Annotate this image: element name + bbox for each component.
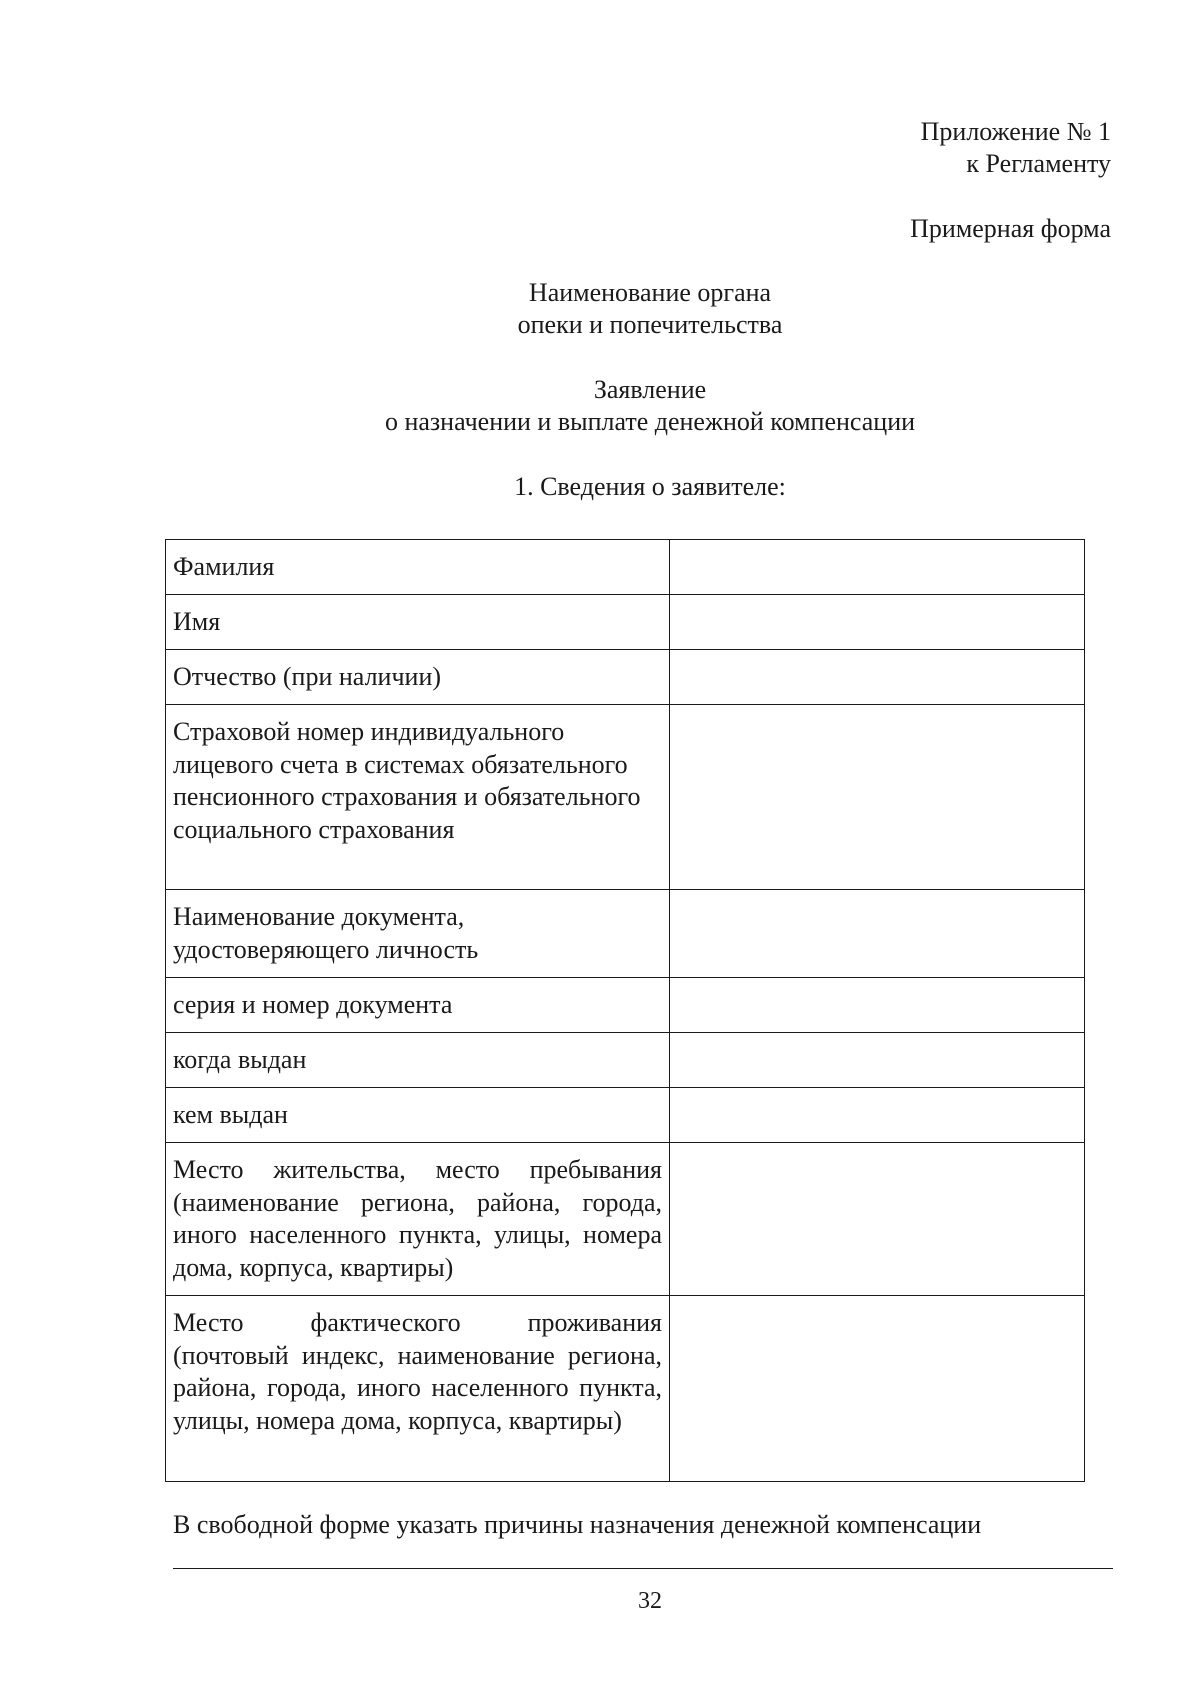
patronymic-label: Отчество (при наличии) (166, 650, 670, 705)
table-row-id-document (166, 890, 1085, 978)
authority-name-line-1: Наименование органа (528, 278, 772, 307)
actual-residence-value[interactable] (670, 1296, 1085, 1482)
name-label: Имя (166, 595, 670, 650)
issued-by-label: кем выдан (166, 1088, 670, 1143)
id-document-value[interactable] (670, 890, 1085, 978)
applicant-info-table (165, 539, 1085, 1482)
table-row-surname (166, 540, 1085, 595)
patronymic-value[interactable] (670, 650, 1085, 705)
table-row-issue-date (166, 1033, 1085, 1088)
section-1-heading: 1. Сведения о заявителе: (514, 472, 786, 501)
document-series-number-label: серия и номер документа (166, 978, 670, 1033)
statement-subtitle: о назначении и выплате денежной компенсации (384, 407, 916, 436)
free-form-answer-line[interactable] (173, 1568, 1113, 1569)
id-document-label: Наименование документа, удостоверяющего личность (166, 890, 670, 978)
issued-by-value[interactable] (670, 1088, 1085, 1143)
issue-date-value[interactable] (670, 1033, 1085, 1088)
table-row-patronymic (166, 650, 1085, 705)
authority-name-line-2: опеки и попечительства (517, 310, 783, 339)
document-series-number-value[interactable] (670, 978, 1085, 1033)
page-number: 32 (638, 1588, 662, 1614)
sample-form-label: Примерная форма (910, 214, 1111, 243)
table-row-actual-residence (166, 1296, 1085, 1482)
table-row-name (166, 595, 1085, 650)
actual-residence-label: Место фактического проживания (почтовый индекс, наименование региона, района, города, иного населенного пункта, улицы, номера дома, корпуса, квартиры) (166, 1296, 670, 1482)
appendix-line-2: к Регламенту (966, 149, 1111, 178)
snils-value[interactable] (670, 705, 1085, 890)
free-form-instruction: В свободной форме указать причины назначения денежной компенсации (173, 1510, 982, 1539)
table-row-residence (166, 1143, 1085, 1296)
snils-label: Страховой номер индивидуального лицевого счета в системах обязательного пенсионного страхования и обязательного социального страхования (166, 705, 670, 890)
residence-value[interactable] (670, 1143, 1085, 1296)
name-value[interactable] (670, 595, 1085, 650)
table-row-issued-by (166, 1088, 1085, 1143)
surname-label: Фамилия (166, 540, 670, 595)
statement-title: Заявление (593, 375, 707, 404)
table-row-snils (166, 705, 1085, 890)
table-row-document-series-number (166, 978, 1085, 1033)
surname-value[interactable] (670, 540, 1085, 595)
residence-label: Место жительства, место пребывания (наименование региона, района, города, иного населенного пункта, улицы, номера дома, корпуса, квартиры) (166, 1143, 670, 1296)
issue-date-label: когда выдан (166, 1033, 670, 1088)
appendix-line-1: Приложение № 1 (920, 117, 1111, 146)
